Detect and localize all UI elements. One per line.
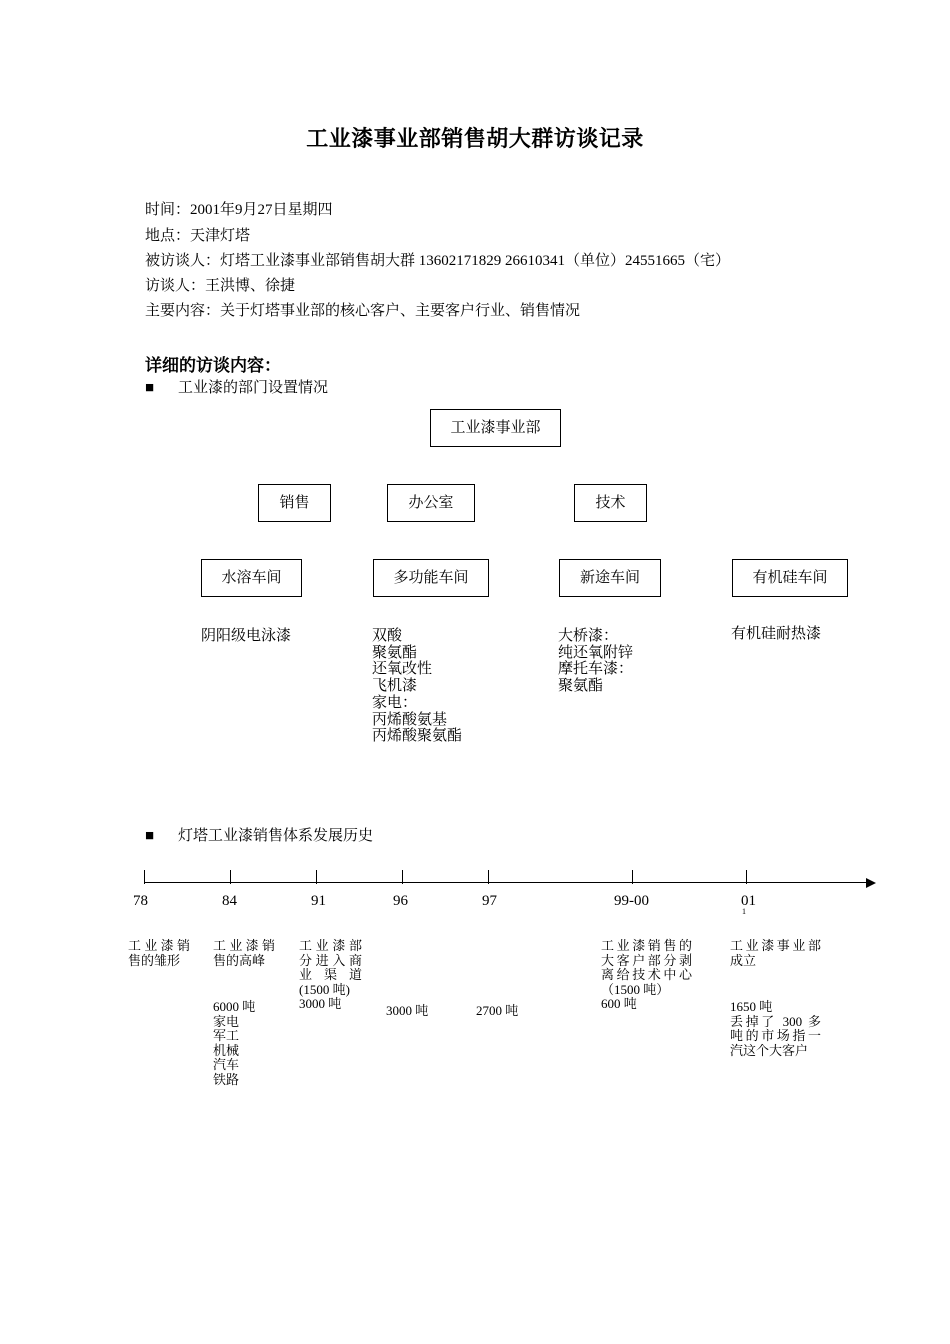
event-note: 丢掉了 300 多 (730, 1013, 821, 1029)
product-item: 摩托车漆： (558, 661, 634, 678)
product-item: 双酸 (372, 628, 403, 644)
product-list (731, 626, 821, 643)
event-desc-line: （1500 吨） (601, 981, 670, 997)
timeline-year-label: 99-00 (614, 893, 649, 909)
product-item: 聚氨酯 (372, 644, 418, 661)
product-item: 聚氨酯 (558, 678, 604, 695)
event-desc-line: 工业漆部 (299, 938, 362, 953)
event-note: 军工 (213, 1028, 240, 1043)
event-desc-line: 大客户部分剥 (601, 952, 692, 968)
product-item: 还氧改性 (372, 661, 433, 678)
event-volume: 3000 吨 (386, 1003, 429, 1018)
section2-heading: 灯塔工业漆销售体系发展历史 (178, 828, 374, 844)
timeline-event-volume (386, 1004, 428, 1019)
org-tech-box: 技术 (574, 484, 647, 522)
section2-bullet-item (145, 824, 373, 845)
event-note: 汽这个大客户 (730, 1042, 809, 1058)
event-note: 吨的市场指一 (730, 1028, 821, 1043)
product-list (201, 628, 291, 645)
timeline-year-label: 78 (133, 893, 148, 909)
info-time: 时间：2001年9月27日星期四 (145, 202, 333, 218)
timeline-event (601, 939, 692, 1012)
event-note: 汽车 (213, 1057, 240, 1072)
timeline-axis (144, 882, 868, 883)
product-item: 纯还氧附锌 (558, 644, 634, 661)
workshop-box: 新途车间 (559, 559, 661, 597)
page-title: 工业漆事业部销售胡大群访谈记录 (306, 126, 644, 151)
timeline-arrow-icon (866, 878, 876, 888)
workshop-box: 有机硅车间 (732, 559, 848, 597)
event-desc-line: (1500 吨) (299, 981, 350, 997)
timeline-year-label: 84 (222, 893, 237, 909)
event-note: 铁路 (213, 1071, 240, 1087)
event-desc-line: 离给技术中心 (601, 967, 692, 982)
timeline-event (730, 939, 821, 968)
timeline-tick (488, 870, 489, 884)
product-item: 丙烯酸氨基 (372, 711, 448, 728)
timeline-event-volume (730, 1000, 821, 1058)
event-desc-line: 工业漆事业部 (730, 938, 821, 953)
timeline-tick (230, 870, 231, 884)
timeline-tick (402, 870, 403, 884)
timeline-year-label: 01 (741, 893, 756, 909)
section1-heading: 工业漆的部门设置情况 (178, 380, 329, 396)
event-desc-line: 工业漆销 (213, 938, 275, 953)
event-volume: 6000 吨 (213, 999, 256, 1014)
product-item: 阴阳级电泳漆 (201, 628, 292, 644)
org-sales-box: 销售 (258, 484, 331, 522)
event-volume: 3000 吨 (299, 996, 342, 1011)
product-item: 丙烯酸聚氨酯 (372, 728, 463, 745)
event-volume: 600 吨 (601, 996, 637, 1011)
event-volume: 2700 吨 (476, 1003, 519, 1018)
section1-bullet-item (145, 376, 328, 397)
product-item: 飞机漆 (372, 678, 418, 695)
bullet-square: ■ (145, 380, 155, 396)
product-item: 大桥漆： (558, 628, 619, 644)
event-desc-line: 售的雏形 (128, 952, 181, 968)
timeline-event-volume (476, 1004, 518, 1019)
event-desc-line: 业 渠 道 (299, 967, 362, 982)
timeline-dot-mark: 1 (742, 907, 746, 916)
timeline-tick (632, 870, 633, 884)
timeline-year-label: 97 (482, 893, 497, 909)
bullet-square: ■ (145, 828, 155, 844)
org-office-box: 办公室 (387, 484, 475, 522)
timeline-event (213, 939, 275, 968)
workshop-box: 水溶车间 (201, 559, 302, 597)
timeline-tick (144, 870, 145, 884)
product-item: 家电： (372, 694, 418, 711)
event-note: 机械 (213, 1042, 240, 1058)
timeline-year-label: 96 (393, 893, 408, 909)
event-desc-line: 工业漆销 (128, 938, 190, 953)
info-topic: 主要内容：关于灯塔事业部的核心客户、主要客户行业、销售情况 (145, 303, 581, 319)
event-volume: 1650 吨 (730, 999, 773, 1014)
timeline-tick (746, 870, 747, 884)
details-heading: 详细的访谈内容： (145, 356, 281, 375)
timeline-event-volume (213, 1000, 255, 1087)
event-desc-line: 分进入商 (299, 952, 362, 968)
workshop-box: 多功能车间 (373, 559, 489, 597)
event-note: 家电 (213, 1013, 240, 1029)
event-desc-line: 工业漆销售的 (601, 938, 692, 953)
product-list (372, 628, 462, 745)
info-interviewee: 被访谈人：灯塔工业漆事业部销售胡大群 13602171829 26610341（单位）24551665（宅） (145, 253, 731, 269)
timeline-event (128, 939, 190, 968)
timeline-tick (316, 870, 317, 884)
event-desc-line: 成立 (730, 952, 757, 968)
product-list (558, 628, 633, 695)
event-desc-line: 售的高峰 (213, 952, 266, 968)
timeline-year-label: 91 (311, 893, 326, 909)
org-root-box: 工业漆事业部 (430, 409, 561, 447)
info-place: 地点：天津灯塔 (145, 228, 251, 244)
info-interviewers: 访谈人：王洪博、徐捷 (145, 278, 296, 294)
product-item: 有机硅耐热漆 (731, 626, 822, 642)
timeline-event (299, 939, 362, 1012)
